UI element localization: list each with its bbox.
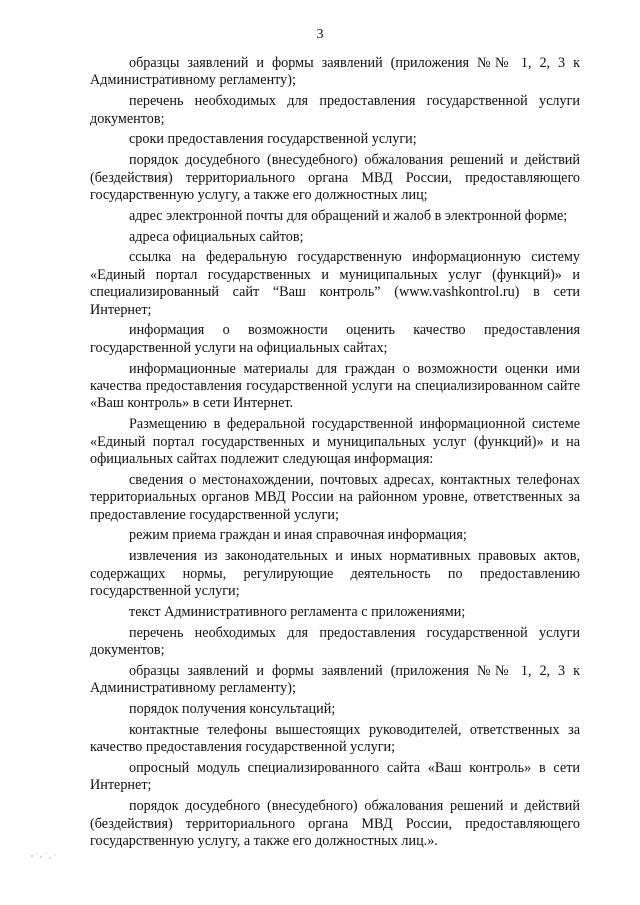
paragraph: текст Административного регламента с приложениями; [129, 603, 466, 620]
paragraph: адреса официальных сайтов; [129, 228, 304, 245]
paragraph: перечень необходимых для предоставления государственной услуги документов; [90, 93, 580, 127]
paragraph: режим приема граждан и иная справочная информация; [129, 527, 467, 544]
paragraph: ссылка на федеральную государственную информационную систему «Единый портал государственных и муниципальных услуг (функций)» и специализированный сайт “Ваш контроль” (www.vashkontrol.ru) в сети Интернет; [90, 249, 580, 318]
paragraph: информационные материалы для граждан о возможности оценки ими качества предоставления государственной услуги на специализированном сайте «Ваш контроль» в сети Интернет. [90, 360, 580, 412]
document-body [90, 55, 580, 854]
paragraph: сроки предоставления государственной услуги; [129, 131, 417, 148]
paragraph: порядок досудебного (внесудебного) обжалования решений и действий (бездействия) территориального органа МВД России, предоставляющего государственную услугу, а также его должностных лиц.». [90, 798, 580, 850]
page-number: 3 [316, 27, 324, 42]
paragraph: извлечения из законодательных и иных нормативных правовых актов, содержащих нормы, регулирующие деятельность по предоставлению государственной услуги; [90, 548, 580, 600]
paragraph: образцы заявлений и формы заявлений (приложения №№ 1, 2, 3 к Административному регламенту); [90, 55, 580, 89]
paragraph: опросный модуль специализированного сайта «Ваш контроль» в сети Интернет; [90, 760, 580, 794]
paragraph: адрес электронной почты для обращений и жалоб в электронной форме; [129, 207, 568, 224]
paragraph: контактные телефоны вышестоящих руководителей, ответственных за качество предоставления государственной услуги; [90, 721, 580, 756]
paragraph: порядок досудебного (внесудебного) обжалования решений и действий (бездействия) территориального органа МВД России, предоставляющего государственную услугу, а также его должностных лиц; [90, 152, 580, 204]
paragraph: информация о возможности оценить качество предоставления государственной услуги на официальных сайтах; [90, 322, 580, 356]
paragraph: сведения о местонахождении, почтовых адресах, контактных телефонах территориальных органов МВД России на районном уровне, ответственных за предоставление государственной услуги; [90, 471, 580, 523]
paragraph: перечень необходимых для предоставления государственной услуги документов; [90, 624, 580, 659]
scan-specks [28, 842, 68, 862]
paragraph: порядок получения консультаций; [129, 701, 336, 718]
paragraph: Размещению в федеральной государственной информационной системе «Единый портал государственных и муниципальных услуг (функций)» и на официальных сайтах подлежит следующая информация: [90, 416, 580, 468]
paragraph: образцы заявлений и формы заявлений (приложения №№ 1, 2, 3 к Административному регламенту); [90, 662, 580, 697]
